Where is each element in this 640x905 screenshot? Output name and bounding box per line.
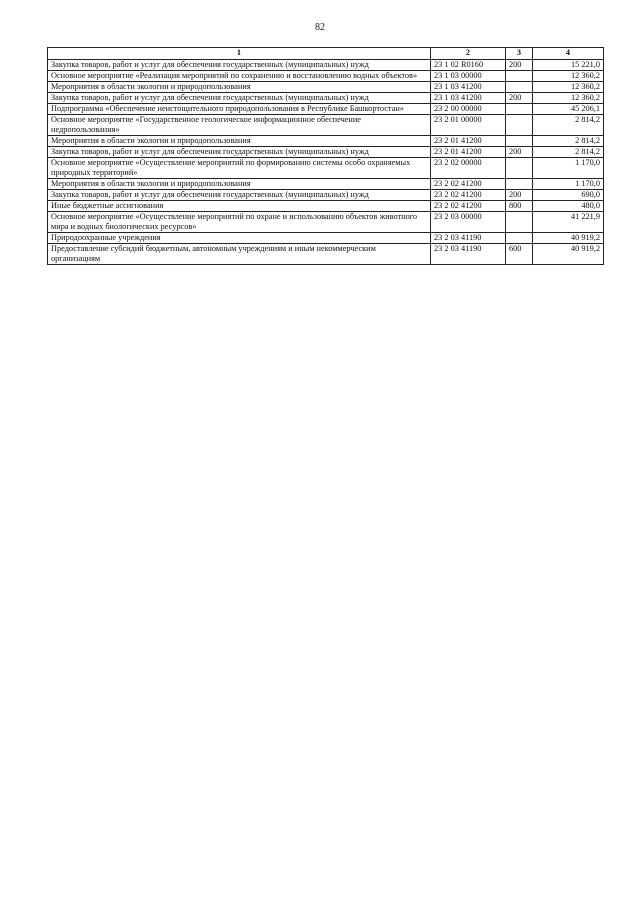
row-code: 23 2 02 00000: [431, 158, 506, 179]
row-sum: 480,0: [533, 201, 604, 212]
row-sum: 12 360,2: [533, 82, 604, 93]
row-expense-type: 200: [506, 60, 533, 71]
row-expense-type: [506, 233, 533, 244]
row-code: 23 2 03 41190: [431, 233, 506, 244]
row-sum: 1 170,0: [533, 158, 604, 179]
row-sum: 2 814,2: [533, 115, 604, 136]
table-row: [48, 93, 604, 104]
row-expense-type: 200: [506, 93, 533, 104]
row-code: 23 2 02 41200: [431, 190, 506, 201]
row-name: Основное мероприятие «Осуществление мероприятий по формированию системы особо охраняемых природных территорий»: [48, 158, 431, 179]
row-name: Подпрограмма «Обеспечение неистощительного природопользования в Республике Башкортостан»: [48, 104, 431, 115]
row-sum: 2 814,2: [533, 147, 604, 158]
table-row: [48, 158, 604, 179]
row-expense-type: [506, 136, 533, 147]
row-expense-type: [506, 212, 533, 233]
row-name: Природоохранные учреждения: [48, 233, 431, 244]
row-name: Закупка товаров, работ и услуг для обеспечения государственных (муниципальных) нужд: [48, 60, 431, 71]
column-header-expense-type: 3: [506, 48, 533, 60]
row-code: 23 1 02 R0160: [431, 60, 506, 71]
column-header-code: 2: [431, 48, 506, 60]
column-header-name: 1: [48, 48, 431, 60]
row-sum: 41 221,9: [533, 212, 604, 233]
table-row: [48, 201, 604, 212]
row-name: Закупка товаров, работ и услуг для обеспечения государственных (муниципальных) нужд: [48, 190, 431, 201]
table-row: [48, 82, 604, 93]
row-name: Основное мероприятие «Государственное геологическое информационное обеспечение недропользования»: [48, 115, 431, 136]
row-code: 23 2 01 00000: [431, 115, 506, 136]
row-name: Основное мероприятие «Осуществление мероприятий по охране и использованию объектов животного мира и водных биологических ресурсов»: [48, 212, 431, 233]
row-expense-type: [506, 179, 533, 190]
row-expense-type: 600: [506, 244, 533, 265]
table-row: [48, 233, 604, 244]
row-expense-type: 200: [506, 190, 533, 201]
table-row: [48, 212, 604, 233]
table-row: [48, 179, 604, 190]
row-name: Мероприятия в области экологии и природопользования: [48, 179, 431, 190]
row-expense-type: [506, 158, 533, 179]
row-sum: 12 360,2: [533, 93, 604, 104]
row-sum: 2 814,2: [533, 136, 604, 147]
row-code: 23 2 01 41200: [431, 147, 506, 158]
table-row: [48, 71, 604, 82]
row-sum: 45 206,1: [533, 104, 604, 115]
table-row: [48, 244, 604, 265]
row-name: Предоставление субсидий бюджетным, автономным учреждениям и иным некоммерческим организациям: [48, 244, 431, 265]
row-sum: 15 221,0: [533, 60, 604, 71]
row-expense-type: [506, 104, 533, 115]
row-code: 23 2 02 41200: [431, 201, 506, 212]
row-name: Мероприятия в области экологии и природопользования: [48, 82, 431, 93]
row-sum: 690,0: [533, 190, 604, 201]
row-expense-type: 200: [506, 147, 533, 158]
budget-table: [47, 47, 604, 265]
row-name: Мероприятия в области экологии и природопользования: [48, 136, 431, 147]
table-row: [48, 104, 604, 115]
row-name: Иные бюджетные ассигнования: [48, 201, 431, 212]
table-row: [48, 190, 604, 201]
row-code: 23 1 03 41200: [431, 82, 506, 93]
table-row: [48, 115, 604, 136]
row-code: 23 2 02 41200: [431, 179, 506, 190]
row-sum: 1 170,0: [533, 179, 604, 190]
table-row: [48, 60, 604, 71]
page-number: 82: [315, 22, 325, 33]
row-sum: 40 919,2: [533, 244, 604, 265]
row-expense-type: [506, 82, 533, 93]
row-code: 23 1 03 00000: [431, 71, 506, 82]
row-expense-type: [506, 115, 533, 136]
row-expense-type: 800: [506, 201, 533, 212]
row-code: 23 2 00 00000: [431, 104, 506, 115]
row-sum: 12 360,2: [533, 71, 604, 82]
row-expense-type: [506, 71, 533, 82]
row-sum: 40 919,2: [533, 233, 604, 244]
row-code: 23 2 01 41200: [431, 136, 506, 147]
row-name: Основное мероприятие «Реализация мероприятий по сохранению и восстановлению водных объектов»: [48, 71, 431, 82]
row-code: 23 2 03 00000: [431, 212, 506, 233]
table-row: [48, 136, 604, 147]
row-name: Закупка товаров, работ и услуг для обеспечения государственных (муниципальных) нужд: [48, 93, 431, 104]
row-name: Закупка товаров, работ и услуг для обеспечения государственных (муниципальных) нужд: [48, 147, 431, 158]
table-header-row: [48, 48, 604, 60]
column-header-sum: 4: [533, 48, 604, 60]
row-code: 23 1 03 41200: [431, 93, 506, 104]
row-code: 23 2 03 41190: [431, 244, 506, 265]
table-row: [48, 147, 604, 158]
